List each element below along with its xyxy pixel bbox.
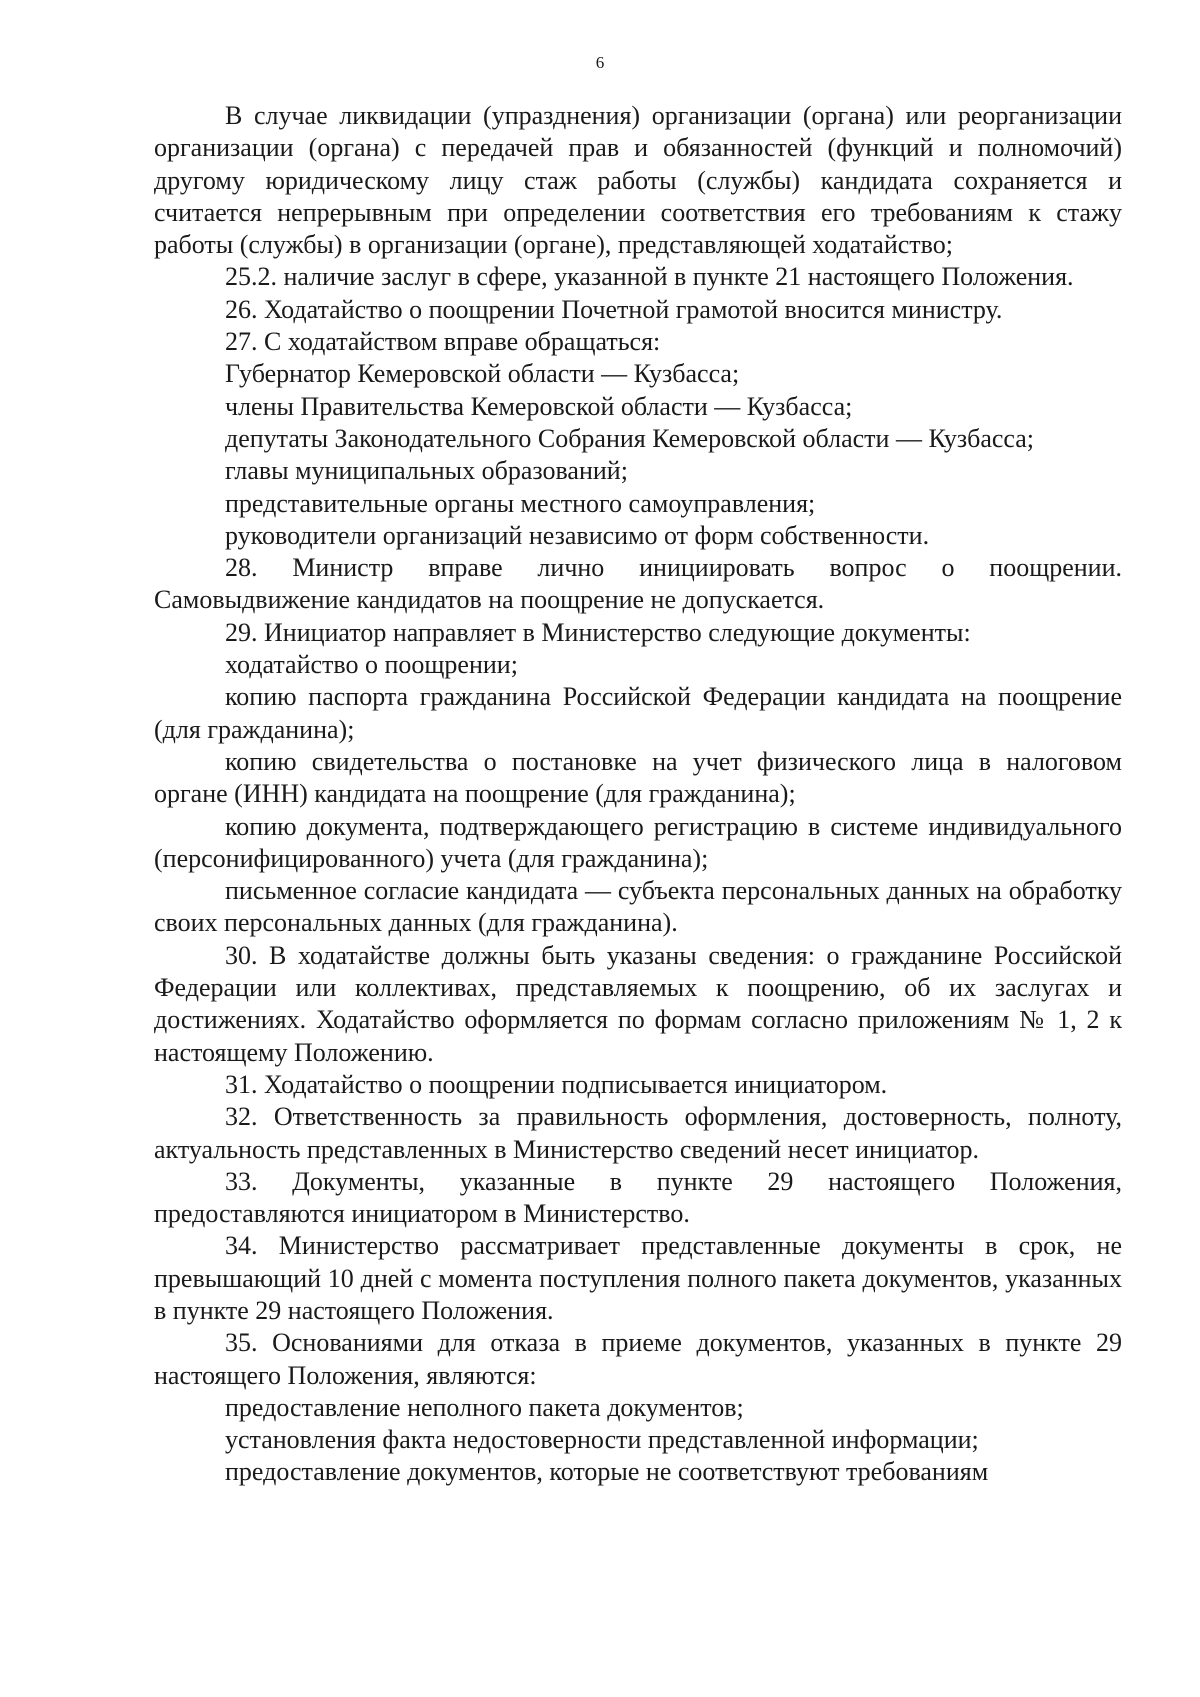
list-item: Губернатор Кемеровской области — Кузбасса; [225,359,740,389]
paragraph: 29. Инициатор направляет в Министерство следующие документы: [225,617,971,647]
paragraph: В случае ликвидации (упразднения) организации (органа) или реорганизации организации (органа) с передачей прав и обязанностей (функций и полномочий) другому юридическому лицу стаж работы (службы) кандидата сохраняется и считается непрерывным при определении соответствия его требованиям к стажу работы (службы) в организации (органе), представляющей ходатайство; [154,101,1122,260]
paragraph: 30. В ходатайстве должны быть указаны сведения: о гражданине Российской Федерации или коллективах, представляемых к поощрению, об их заслугах и достижениях. Ходатайство оформляется по формам согласно приложениям № 1, 2 к настоящему Положению. [154,940,1122,1067]
list-item: депутаты Законодательного Собрания Кемеровской области — Кузбасса; [225,423,1035,453]
list-item: главы муниципальных образований; [225,456,628,486]
list-item: представительные органы местного самоуправления; [225,488,816,518]
paragraph: копию документа, подтверждающего регистрацию в системе индивидуального (персонифицированного) учета (для гражданина); [154,811,1122,873]
list-item: руководители организаций независимо от форм собственности. [225,520,930,550]
list-item: ходатайство о поощрении; [225,650,518,680]
paragraph: 27. С ходатайством вправе обращаться: [225,327,661,357]
list-item: установления факта недостоверности представленной информации; [225,1425,979,1455]
paragraph: копию свидетельства о постановке на учет физического лица в налоговом органе (ИНН) кандидата на поощрение (для гражданина); [154,746,1122,809]
paragraph: 32. Ответственность за правильность оформления, достоверность, полноту, актуальность представленных в Министерство сведений несет инициатор. [154,1102,1122,1164]
paragraph: 26. Ходатайство о поощрении Почетной грамотой вносится министру. [225,294,1003,324]
page-number: 6 [595,53,605,72]
paragraph: 28. Министр вправе лично инициировать вопрос о поощрении. Самовыдвижение кандидатов на поощрение не допускается. [154,553,1122,615]
paragraph: 33. Документы, указанные в пункте 29 настоящего Положения, предоставляются инициатором в Министерство. [154,1166,1122,1229]
list-item: члены Правительства Кемеровской области — Кузбасса; [225,391,853,421]
paragraph: 34. Министерство рассматривает представленные документы в срок, не превышающий 10 дней с момента поступления полного пакета документов, указанных в пункте 29 настоящего Положения. [154,1231,1122,1325]
list-item: предоставление неполного пакета документов; [225,1392,744,1422]
paragraph: 35. Основаниями для отказа в приеме документов, указанных в пункте 29 настоящего Положения, являются: [154,1328,1122,1390]
paragraph: копию паспорта гражданина Российской Федерации кандидата на поощрение (для гражданина); [154,682,1122,744]
paragraph: письменное согласие кандидата — субъекта персональных данных на обработку своих персональных данных (для гражданина). [154,876,1122,938]
paragraph: 31. Ходатайство о поощрении подписывается инициатором. [225,1069,888,1099]
document-body [154,100,1122,1489]
paragraph: 25.2. наличие заслуг в сфере, указанной в пункте 21 настоящего Положения. [225,262,1074,292]
paragraph: предоставление документов, которые не соответствуют требованиям [225,1457,989,1487]
